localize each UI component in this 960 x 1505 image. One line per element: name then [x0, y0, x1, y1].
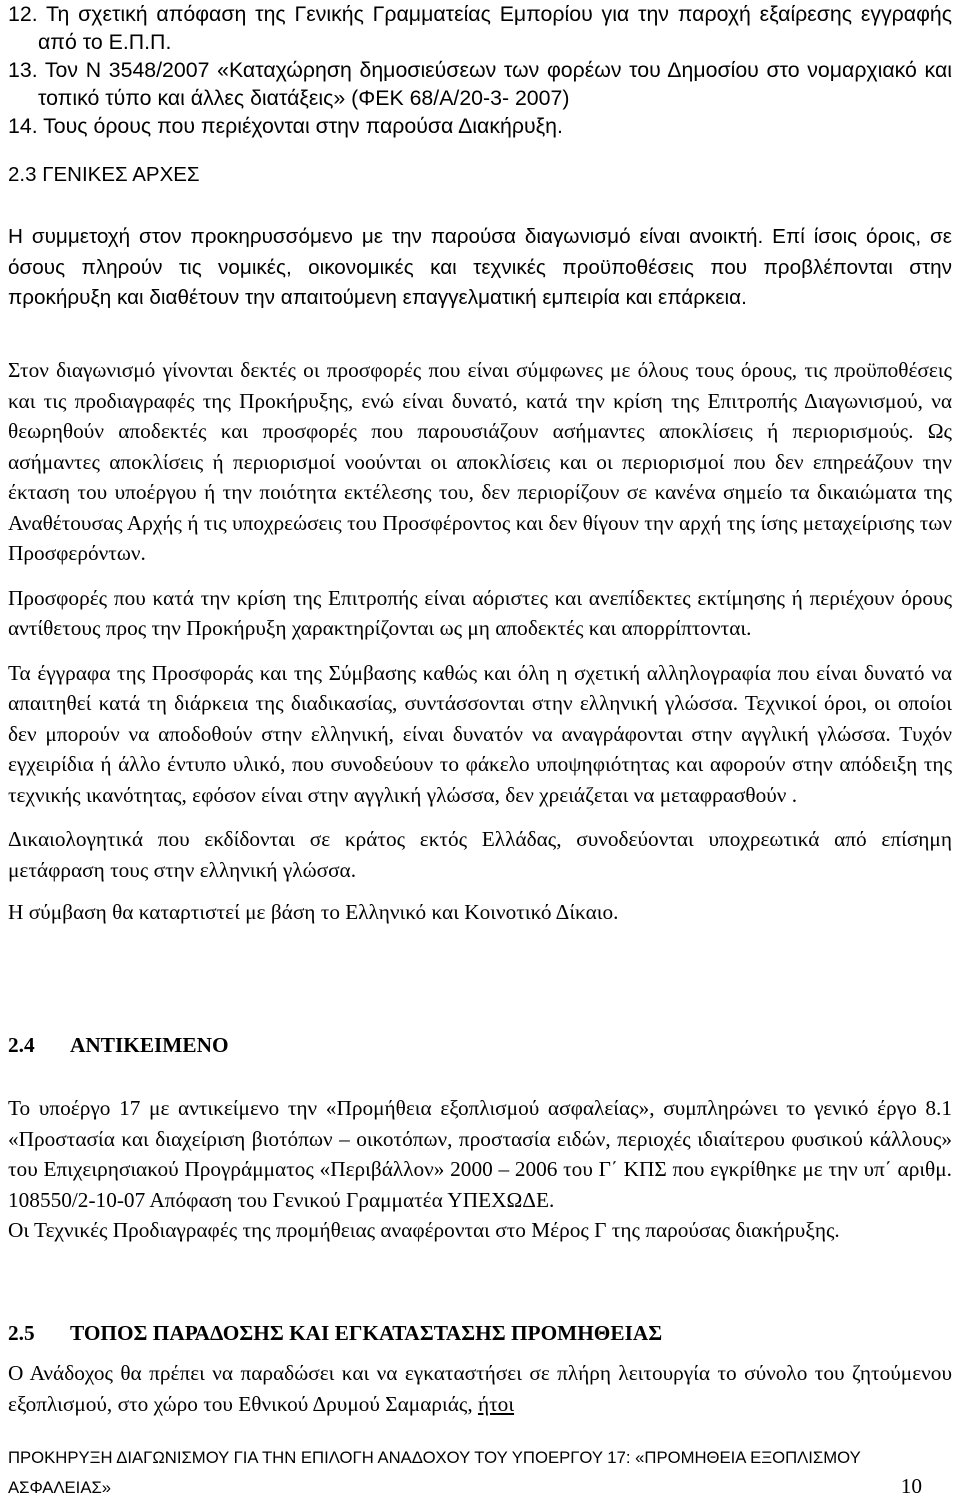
section-number: 2.4: [8, 1033, 35, 1057]
section-2-3-intro: [8, 222, 952, 314]
underlined-word: ήτοι: [477, 1391, 515, 1416]
section-heading: [8, 1318, 952, 1348]
paragraph: [8, 1358, 952, 1419]
paragraph: Δικαιολογητικά που εκδίδονται σε κράτος εκτός Ελλάδας, συνοδεύονται υποχρεωτικά από επίσημη μετάφραση τους στην ελληνική γλώσσα.: [8, 827, 952, 882]
section-2-4: [8, 1030, 952, 1060]
section-heading: [8, 1030, 952, 1060]
list-item: 14. Τους όρους που περιέχονται στην παρούσα Διακήρυξη.: [8, 114, 563, 138]
requirements-list: [8, 0, 952, 140]
list-item: 12. Τη σχετική απόφαση της Γενικής Γραμματείας Εμπορίου για την παροχή εξαίρεσης εγγραφής από το Ε.Π.Π.: [8, 2, 952, 54]
section-2-5: [8, 1318, 952, 1348]
section-number: 2.5: [8, 1321, 35, 1345]
section-title: ΑΝΤΙΚΕΙΜΕΝΟ: [70, 1033, 229, 1057]
paragraph: Τα έγγραφα της Προσφοράς και της Σύμβασης καθώς και όλη η σχετική αλληλογραφία που είναι δυνατό να απαιτηθεί κατά τη διάρκεια της διαδικασίας, συντάσσονται στην ελληνική γλώσσα. Τεχνικοί όροι, οι οποίοι δεν μπορούν να αποδοθούν στην ελληνική, είναι δυνατόν να αναγράφονται στην αγγλική γλώσσα. Τυχόν εγχειρίδια ή άλλο έντυπο υλικό, που συνοδεύουν το φάκελο υποψηφιότητας και αφορούν στην απόδειξη της τεχνικής ικανότητας, εφόσον είναι στην αγγλική γλώσσα, δεν χρειάζεται να μεταφρασθούν .: [8, 660, 952, 807]
paragraph: Το υποέργο 17 με αντικείμενο την «Προμήθεια εξοπλισμού ασφαλείας», συμπληρώνει το γενικό έργο 8.1 «Προστασία και διαχείριση βιοτόπων – οικοτόπων, προστασία ειδών, περιοχές ιδιαίτερου φυσικού κάλλους» του Επιχειρησιακού Προγράμματος «Περιβάλλον» 2000 – 2006 του Γ΄ ΚΠΣ που εγκρίθηκε με την υπ΄ αριθμ. 108550/2-10-07 Απόφαση του Γενικού Γραμματέα ΥΠΕΧΩΔΕ.: [8, 1096, 952, 1212]
intro-paragraph: [8, 222, 952, 314]
page-number: 10: [900, 1474, 922, 1498]
footer-title: ΠΡΟΚΗΡΥΞΗ ΔΙΑΓΩΝΙΣΜΟΥ ΓΙΑ ΤΗΝ ΕΠΙΛΟΓΗ ΑΝΑΔΟΧΟΥ ΤΟΥ ΥΠΟΕΡΓΟΥ 17: «ΠΡΟΜΗΘΕΙΑ ΕΞΟΠΛΙΣΜΟΥ ΑΣΦΑΛΕΙΑΣ»: [8, 1448, 861, 1497]
paragraph: Η σύμβαση θα καταρτιστεί με βάση το Ελληνικό και Κοινοτικό Δίκαιο.: [8, 900, 619, 924]
paragraph: Προσφορές που κατά την κρίση της Επιτροπής είναι αόριστες και ανεπίδεκτες εκτίμησης ή περιέχουν όρους αντίθετους προς την Προκήρυξη χαρακτηρίζονται ως μη αποδεκτές και απορρίπτονται.: [8, 585, 952, 640]
paragraph: Οι Τεχνικές Προδιαγραφές της προμήθειας αναφέρονται στο Μέρος Γ της παρούσας διακήρυξης.: [8, 1218, 840, 1242]
list-item: 13. Τον Ν 3548/2007 «Καταχώρηση δημοσιεύσεων των φορέων του Δημοσίου στο νομαρχιακό και τοπικό τύπο και άλλες διατάξεις» (ΦΕΚ 68/Α/20-3- 2007): [8, 58, 952, 110]
section-2-5-body: [8, 1358, 952, 1419]
section-2-3-body: [8, 355, 952, 928]
page-footer: [8, 1443, 870, 1503]
section-heading: 2.3 ΓΕΝΙΚΕΣ ΑΡΧΕΣ: [8, 163, 200, 186]
section-2-4-body: [8, 1093, 952, 1246]
section-2-3: [8, 160, 952, 190]
intro-rest: Επί ίσοις όροις, σε όσους πληρούν τις νομικές, οικονομικές και τεχνικές προϋποθέσεις που προβλέπονται στην προκήρυξη και διαθέτουν την απαιτούμενη επαγγελματική εμπειρία και επάρκεια.: [8, 225, 952, 309]
paragraph-text: Ο Ανάδοχος θα πρέπει να παραδώσει και να εγκαταστήσει σε πλήρη λειτουργία το σύνολο του ζητούμενου εξοπλισμού, στο χώρο του Εθνικού Δρυμού Σαμαριάς,: [8, 1361, 952, 1416]
section-title: ΤΟΠΟΣ ΠΑΡΑΔΟΣΗΣ ΚΑΙ ΕΓΚΑΤΑΣΤΑΣΗΣ ΠΡΟΜΗΘΕΙΑΣ: [70, 1321, 663, 1345]
paragraph: Στον διαγωνισμό γίνονται δεκτές οι προσφορές που είναι σύμφωνες με όλους τους όρους, τις προϋποθέσεις και τις προδιαγραφές της Προκήρυξης, ενώ είναι δυνατό, κατά την κρίση της Επιτροπής Διαγωνισμού, να θεωρηθούν αποδεκτές και προσφορές που παρουσιάζουν ασήμαντες αποκλίσεις ή περιορισμούς. Ως ασήμαντες αποκλίσεις ή περιορισμοί νοούνται οι αποκλίσεις και οι περιορισμοί που δεν επηρεάζουν την έκταση του υποέργου ή την ποιότητα εκτέλεσης του, δεν περιορίζουν σε κανένα σημείο τα δικαιώματα της Αναθέτουσας Αρχής ή τις υποχρεώσεις του Προσφέροντος και δεν θίγουν την αρχή της ίσης μεταχείρισης των Προσφερόντων.: [8, 358, 952, 565]
intro-line: Η συμμετοχή στον προκηρυσσόμενο με την παρούσα διαγωνισμό είναι ανοικτή.: [8, 225, 764, 248]
